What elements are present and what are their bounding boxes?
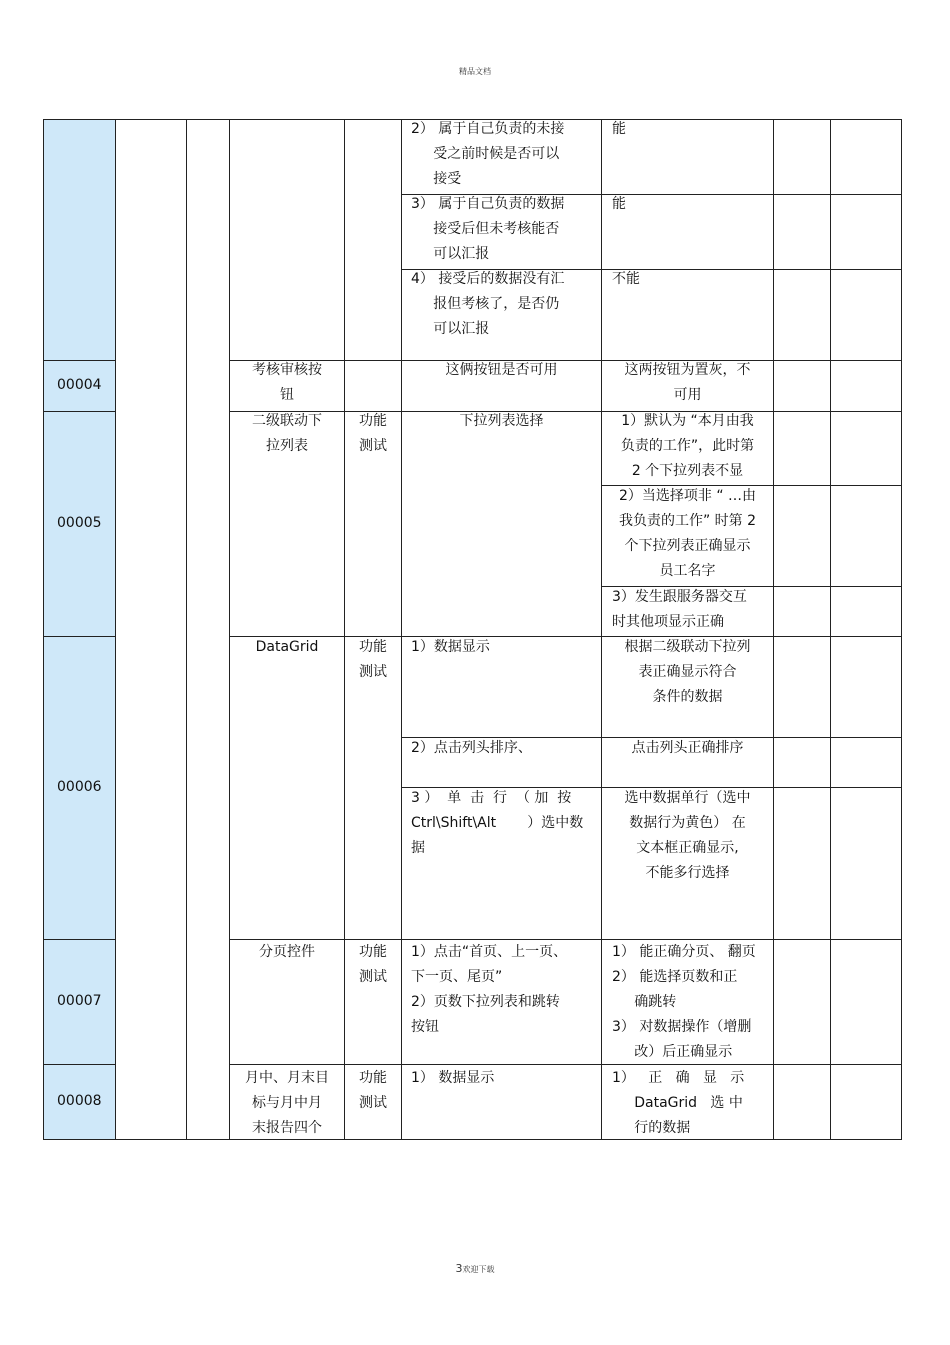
id-cell-00007: 00007	[44, 939, 115, 1064]
expected-text: 这两按钮为置灰，不 可用	[624, 362, 751, 403]
step-text: 4） 接受后的数据没有汇 报但考核了，是否仍 可以汇报	[411, 271, 565, 337]
item-name: 月中、月末目 标与月中月 末报告四个	[245, 1070, 329, 1136]
expected-text: 不能	[612, 271, 640, 287]
step-text: 1）数据显示	[411, 639, 490, 655]
page-header: 精品文档	[459, 67, 491, 76]
expected-text: 根据二级联动下拉列 表正确显示符合 条件的数据	[624, 639, 751, 705]
step-text: 下拉列表选择	[459, 413, 544, 429]
test-type: 功能 测试	[359, 1070, 387, 1111]
id-cell-00005: 00005	[44, 411, 115, 636]
footer-text: 欢迎下载	[462, 1265, 495, 1274]
item-name: 二级联动下 拉列表	[252, 413, 322, 454]
step-text: 1）点击“首页、上一页、 下一页、尾页” 2）页数下拉列表和跳转 按钮	[411, 944, 568, 1035]
step-text: 3） 属于自己负责的数据 接受后但未考核能否 可以汇报	[411, 196, 565, 262]
page-footer	[0, 1262, 950, 1275]
step-text: 1） 数据显示	[411, 1070, 495, 1086]
expected-text: 2）当选择项非 “ …由 我负责的工作” 时第 2 个下拉列表正确显示 员工名字	[618, 488, 757, 579]
expected-text: 1） 正 确 显 示 DataGrid 选 中 行的数据	[612, 1070, 745, 1136]
id-cell-00006: 00006	[44, 636, 115, 939]
expected-text: 能	[612, 121, 626, 137]
step-text: 这俩按钮是否可用	[445, 362, 558, 378]
item-name: 考核审核按 钮	[252, 362, 322, 403]
expected-text: 1） 能正确分页、 翻页 2） 能选择页数和正 确跳转 3） 对数据操作（增删 改）后正确显示	[612, 944, 756, 1060]
step-text: 2）点击列头排序、	[411, 740, 532, 756]
expected-text: 点击列头正确排序	[631, 740, 744, 756]
test-type: 功能 测试	[359, 944, 387, 985]
step-text: 3 ） 单 击 行 （ 加 按 Ctrl\Shift\Alt ）选中数 据	[411, 790, 584, 856]
item-name: DataGrid	[255, 639, 319, 655]
expected-text: 能	[612, 196, 626, 212]
page-number: 3	[455, 1262, 463, 1275]
item-name: 分页控件	[259, 944, 315, 960]
step-text: 2） 属于自己负责的未接 受之前时候是否可以 接受	[411, 121, 565, 187]
test-type: 功能 测试	[359, 639, 387, 680]
id-cell-00004: 00004	[44, 360, 115, 411]
test-type: 功能 测试	[359, 413, 387, 454]
expected-text: 选中数据单行（选中 数据行为黄色） 在 文本框正确显示, 不能多行选择	[624, 790, 751, 881]
expected-text: 3）发生跟服务器交互 时其他项显示正确	[612, 589, 747, 630]
id-cell-continued	[44, 120, 115, 360]
expected-text: 1）默认为 “本月由我 负责的工作”，此时第 2 个下拉列表不显	[620, 413, 755, 479]
id-cell-00008: 00008	[44, 1064, 115, 1139]
